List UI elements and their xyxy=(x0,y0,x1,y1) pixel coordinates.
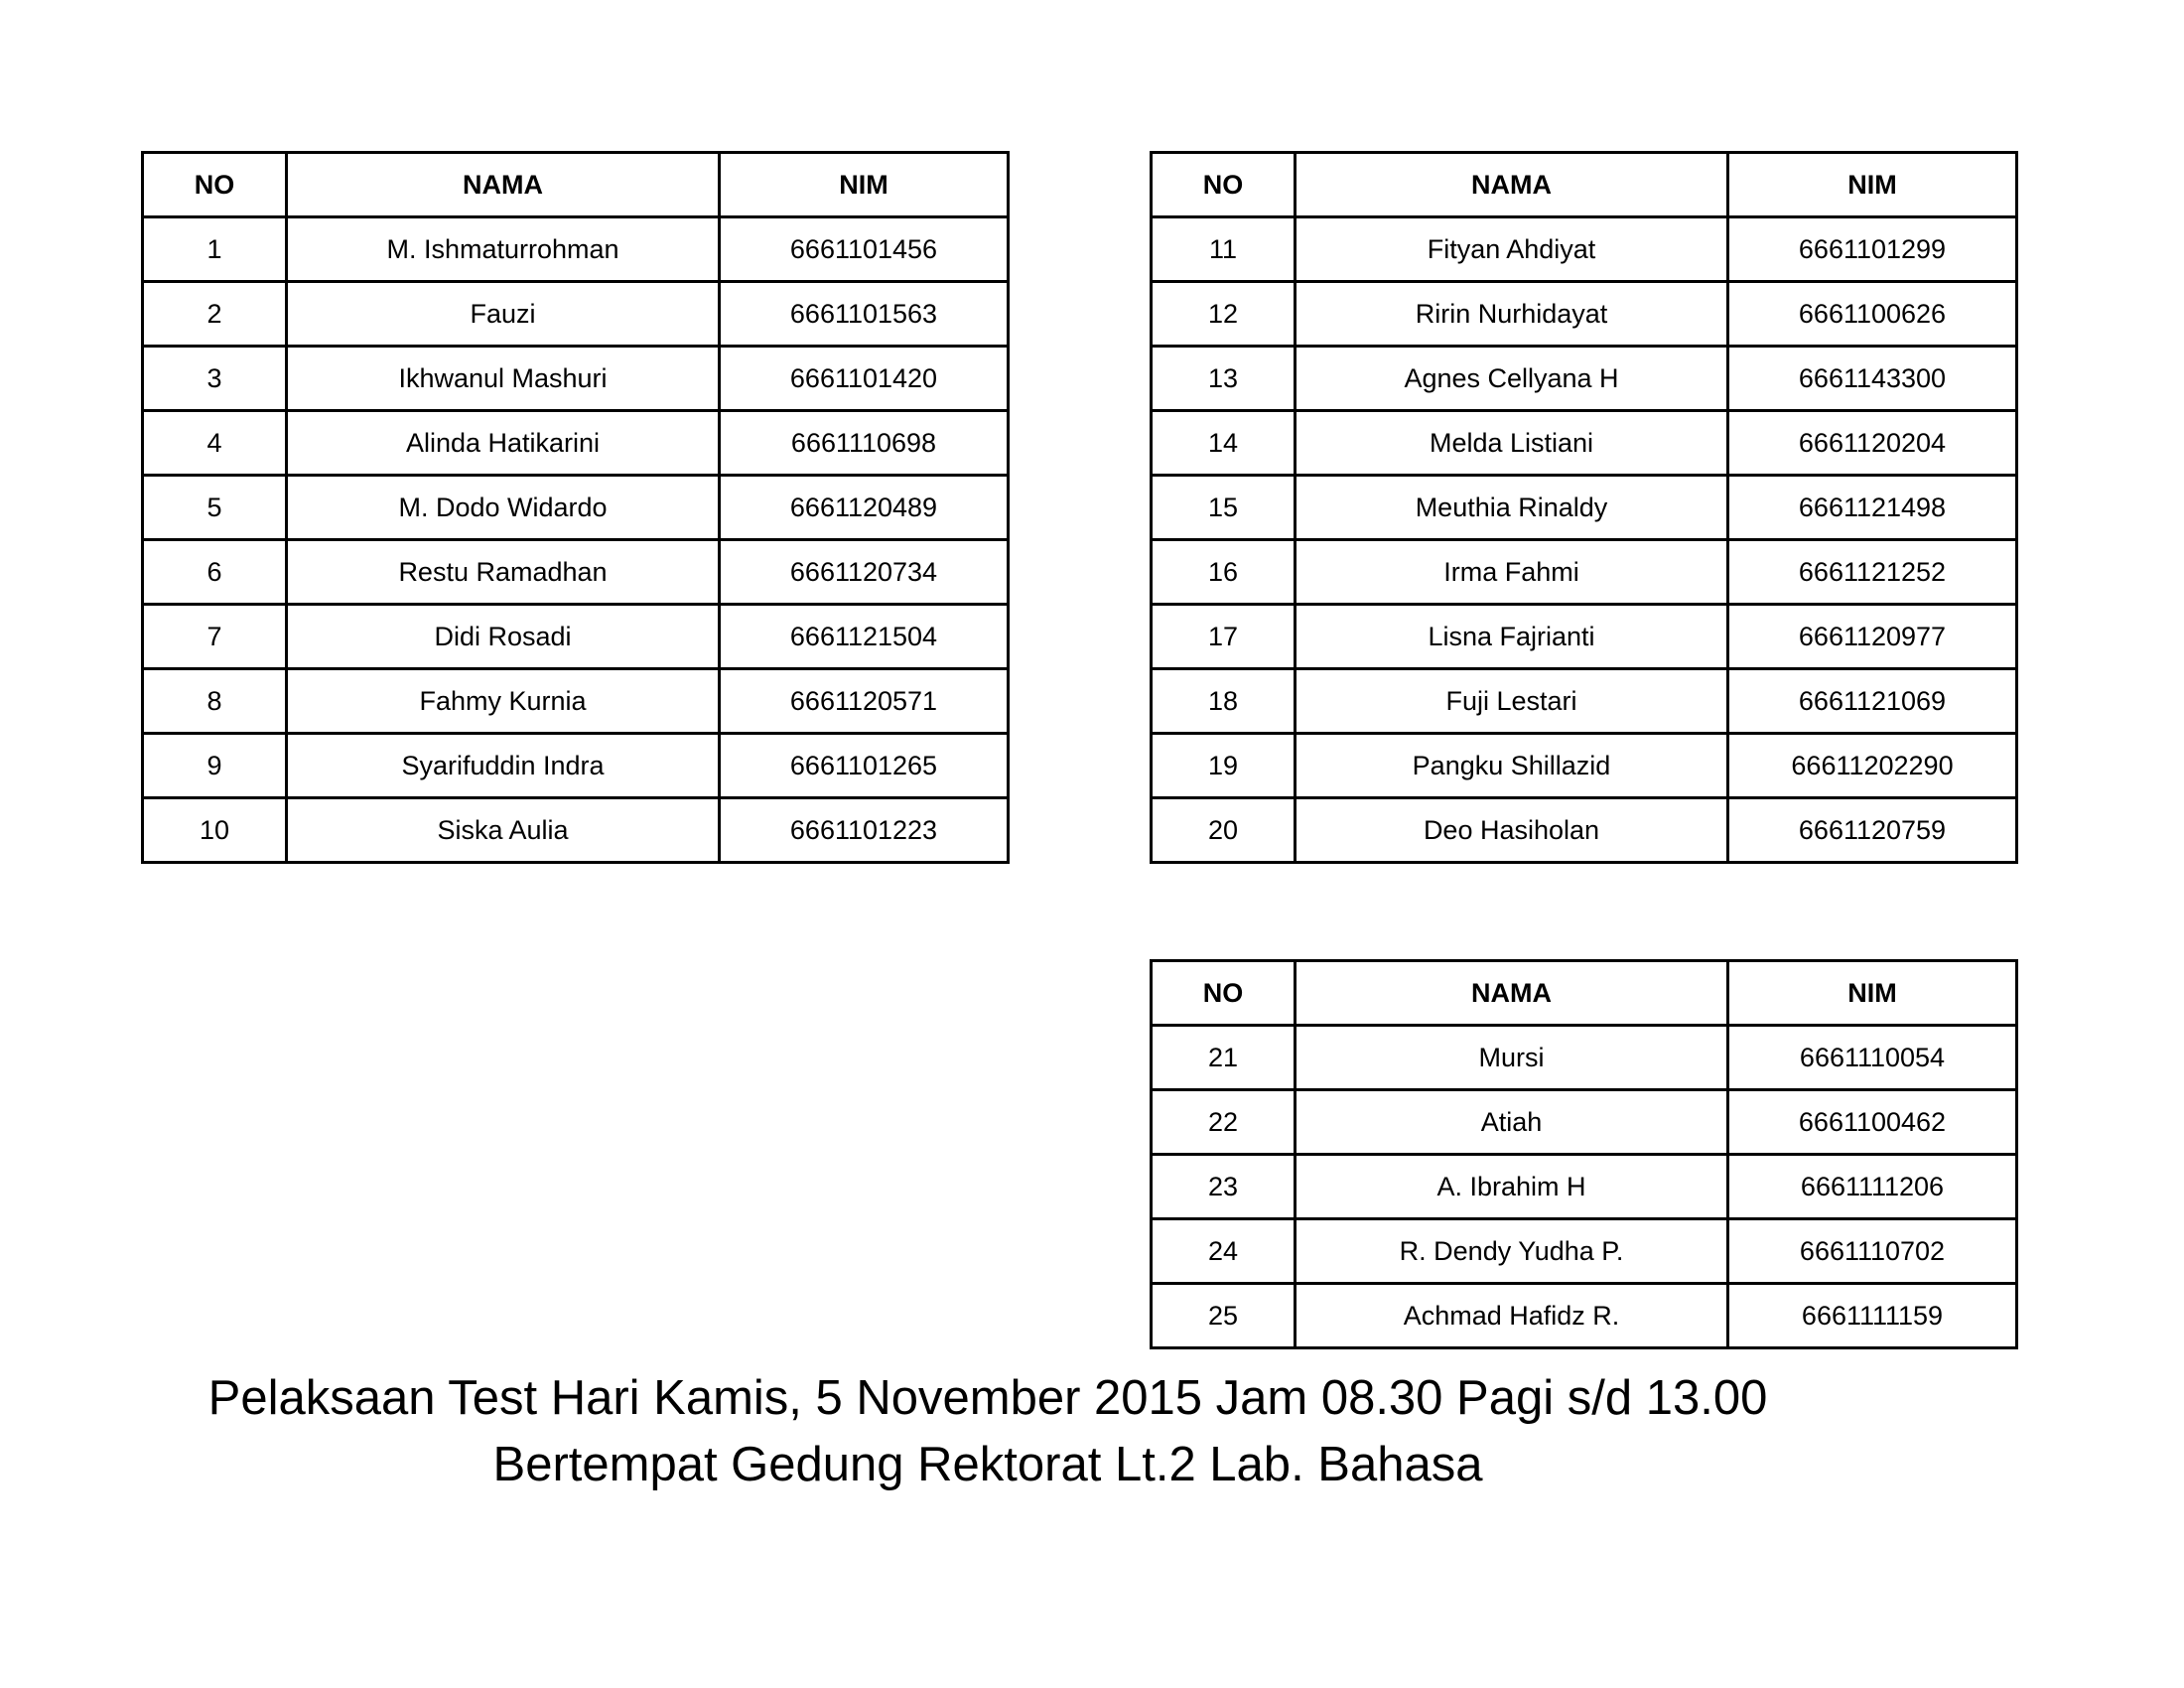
student-nim-cell: 6661101420 xyxy=(720,347,1009,411)
student-nim-cell: 6661121252 xyxy=(1728,540,2017,605)
table-row xyxy=(143,347,1009,411)
student-name-cell: Achmad Hafidz R. xyxy=(1296,1284,1728,1348)
table-row xyxy=(143,217,1009,282)
student-name-cell: Melda Listiani xyxy=(1296,411,1728,476)
row-number-cell: 19 xyxy=(1152,734,1296,798)
row-number-cell: 15 xyxy=(1152,476,1296,540)
student-name-cell: Fuji Lestari xyxy=(1296,669,1728,734)
table-row xyxy=(1152,1155,2017,1219)
table-row xyxy=(143,411,1009,476)
student-nim-cell: 6661120977 xyxy=(1728,605,2017,669)
student-name-cell: Atiah xyxy=(1296,1090,1728,1155)
student-name-cell: Agnes Cellyana H xyxy=(1296,347,1728,411)
column-header-nim: NIM xyxy=(1728,961,2017,1026)
participant-table-3 xyxy=(1150,959,2018,1349)
row-number-cell: 1 xyxy=(143,217,287,282)
table-row xyxy=(1152,1090,2017,1155)
row-number-cell: 6 xyxy=(143,540,287,605)
student-nim-cell: 66611202290 xyxy=(1728,734,2017,798)
table-row xyxy=(1152,1284,2017,1348)
row-number-cell: 4 xyxy=(143,411,287,476)
table-row xyxy=(1152,411,2017,476)
student-name-cell: A. Ibrahim H xyxy=(1296,1155,1728,1219)
table-row xyxy=(1152,347,2017,411)
row-number-cell: 23 xyxy=(1152,1155,1296,1219)
student-nim-cell: 6661110702 xyxy=(1728,1219,2017,1284)
student-nim-cell: 6661110054 xyxy=(1728,1026,2017,1090)
student-nim-cell: 6661143300 xyxy=(1728,347,2017,411)
row-number-cell: 3 xyxy=(143,347,287,411)
column-header-nim: NIM xyxy=(1728,153,2017,217)
table-row xyxy=(1152,1026,2017,1090)
row-number-cell: 22 xyxy=(1152,1090,1296,1155)
row-number-cell: 25 xyxy=(1152,1284,1296,1348)
student-nim-cell: 6661110698 xyxy=(720,411,1009,476)
student-nim-cell: 6661120204 xyxy=(1728,411,2017,476)
student-nim-cell: 6661101223 xyxy=(720,798,1009,863)
table-row xyxy=(143,669,1009,734)
table-row xyxy=(143,282,1009,347)
row-number-cell: 11 xyxy=(1152,217,1296,282)
column-header-nama: NAMA xyxy=(287,153,720,217)
column-header-nim: NIM xyxy=(720,153,1009,217)
column-header-nama: NAMA xyxy=(1296,153,1728,217)
student-nim-cell: 6661101456 xyxy=(720,217,1009,282)
row-number-cell: 17 xyxy=(1152,605,1296,669)
student-nim-cell: 6661111206 xyxy=(1728,1155,2017,1219)
row-number-cell: 10 xyxy=(143,798,287,863)
student-name-cell: Pangku Shillazid xyxy=(1296,734,1728,798)
row-number-cell: 8 xyxy=(143,669,287,734)
student-name-cell: Siska Aulia xyxy=(287,798,720,863)
table-row xyxy=(1152,476,2017,540)
table-row xyxy=(143,734,1009,798)
student-name-cell: Didi Rosadi xyxy=(287,605,720,669)
table-header-row xyxy=(1152,961,2017,1026)
student-nim-cell: 6661100462 xyxy=(1728,1090,2017,1155)
participant-table-2 xyxy=(1150,151,2018,864)
row-number-cell: 14 xyxy=(1152,411,1296,476)
student-name-cell: Syarifuddin Indra xyxy=(287,734,720,798)
student-nim-cell: 6661101563 xyxy=(720,282,1009,347)
table-row xyxy=(143,540,1009,605)
column-header-no: NO xyxy=(1152,153,1296,217)
student-name-cell: Restu Ramadhan xyxy=(287,540,720,605)
student-name-cell: Alinda Hatikarini xyxy=(287,411,720,476)
student-nim-cell: 6661120489 xyxy=(720,476,1009,540)
test-schedule-text: Pelaksaan Test Hari Kamis, 5 November 2015 Jam 08.30 Pagi s/d 13.00 xyxy=(207,1371,1768,1425)
table-row xyxy=(1152,669,2017,734)
student-name-cell: Lisna Fajrianti xyxy=(1296,605,1728,669)
row-number-cell: 7 xyxy=(143,605,287,669)
table-row xyxy=(143,605,1009,669)
student-name-cell: Meuthia Rinaldy xyxy=(1296,476,1728,540)
table-row xyxy=(1152,282,2017,347)
row-number-cell: 16 xyxy=(1152,540,1296,605)
student-name-cell: Fahmy Kurnia xyxy=(287,669,720,734)
column-header-no: NO xyxy=(1152,961,1296,1026)
student-name-cell: Ririn Nurhidayat xyxy=(1296,282,1728,347)
row-number-cell: 21 xyxy=(1152,1026,1296,1090)
test-location-text: Bertempat Gedung Rektorat Lt.2 Lab. Bahasa xyxy=(492,1438,1483,1491)
table-row xyxy=(143,476,1009,540)
row-number-cell: 24 xyxy=(1152,1219,1296,1284)
column-header-no: NO xyxy=(143,153,287,217)
column-header-nama: NAMA xyxy=(1296,961,1728,1026)
student-nim-cell: 6661101265 xyxy=(720,734,1009,798)
student-name-cell: Irma Fahmi xyxy=(1296,540,1728,605)
student-name-cell: Deo Hasiholan xyxy=(1296,798,1728,863)
table-row xyxy=(1152,1219,2017,1284)
table-row xyxy=(1152,734,2017,798)
student-name-cell: Mursi xyxy=(1296,1026,1728,1090)
row-number-cell: 18 xyxy=(1152,669,1296,734)
row-number-cell: 2 xyxy=(143,282,287,347)
table-row xyxy=(1152,217,2017,282)
table-header-row xyxy=(1152,153,2017,217)
student-nim-cell: 6661101299 xyxy=(1728,217,2017,282)
student-name-cell: Ikhwanul Mashuri xyxy=(287,347,720,411)
row-number-cell: 13 xyxy=(1152,347,1296,411)
student-nim-cell: 6661121498 xyxy=(1728,476,2017,540)
student-nim-cell: 6661121504 xyxy=(720,605,1009,669)
table-header-row xyxy=(143,153,1009,217)
student-name-cell: R. Dendy Yudha P. xyxy=(1296,1219,1728,1284)
student-nim-cell: 6661120759 xyxy=(1728,798,2017,863)
table-row xyxy=(1152,605,2017,669)
student-nim-cell: 6661120734 xyxy=(720,540,1009,605)
student-name-cell: M. Ishmaturrohman xyxy=(287,217,720,282)
row-number-cell: 12 xyxy=(1152,282,1296,347)
row-number-cell: 9 xyxy=(143,734,287,798)
student-name-cell: M. Dodo Widardo xyxy=(287,476,720,540)
student-nim-cell: 6661120571 xyxy=(720,669,1009,734)
participant-table-1 xyxy=(141,151,1010,864)
student-name-cell: Fauzi xyxy=(287,282,720,347)
student-name-cell: Fityan Ahdiyat xyxy=(1296,217,1728,282)
table-row xyxy=(1152,540,2017,605)
table-row xyxy=(1152,798,2017,863)
table-row xyxy=(143,798,1009,863)
student-nim-cell: 6661121069 xyxy=(1728,669,2017,734)
student-nim-cell: 6661100626 xyxy=(1728,282,2017,347)
row-number-cell: 5 xyxy=(143,476,287,540)
row-number-cell: 20 xyxy=(1152,798,1296,863)
student-nim-cell: 6661111159 xyxy=(1728,1284,2017,1348)
